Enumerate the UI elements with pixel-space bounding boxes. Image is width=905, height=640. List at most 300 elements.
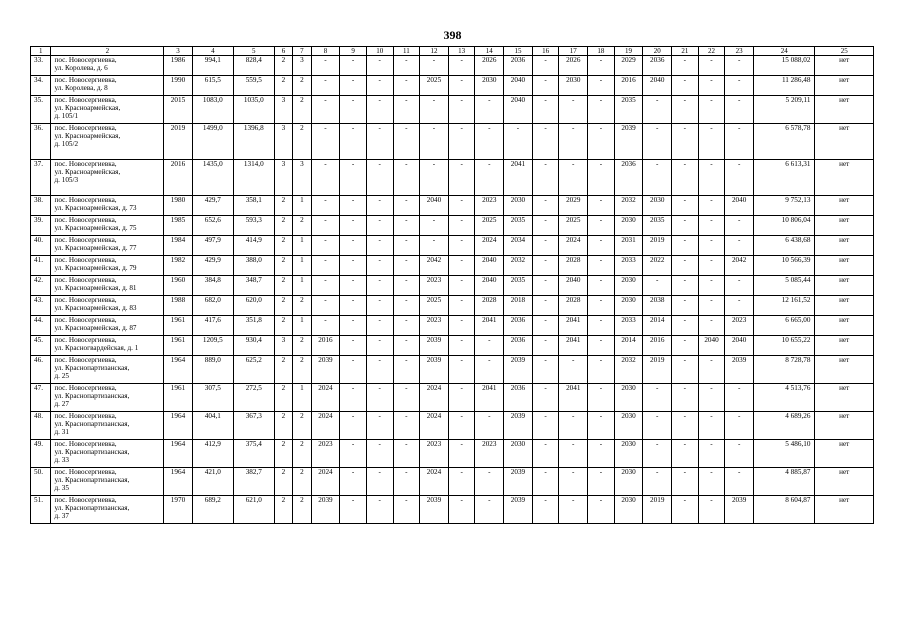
table-cell: 2039 bbox=[614, 124, 643, 160]
table-cell: 1982 bbox=[164, 256, 193, 276]
table-cell: 2030 bbox=[504, 440, 533, 468]
table-cell: - bbox=[393, 236, 420, 256]
table-cell: 367,3 bbox=[233, 412, 274, 440]
table-cell: - bbox=[698, 76, 725, 96]
table-cell: - bbox=[532, 256, 559, 276]
table-cell: 2033 bbox=[614, 256, 643, 276]
table-cell: - bbox=[588, 96, 615, 124]
table-cell: - bbox=[475, 356, 504, 384]
table-cell: 2039 bbox=[420, 356, 449, 384]
table-cell: нет bbox=[815, 96, 874, 124]
table-cell: - bbox=[532, 468, 559, 496]
table-cell: 1 bbox=[293, 276, 311, 296]
table-cell: 2025 bbox=[420, 76, 449, 96]
table-cell: 1 bbox=[293, 316, 311, 336]
table-cell: 9 752,13 bbox=[753, 196, 814, 216]
table-cell: - bbox=[643, 124, 672, 160]
table-cell: 2030 bbox=[475, 76, 504, 96]
table-cell: - bbox=[532, 412, 559, 440]
table-cell: - bbox=[340, 124, 367, 160]
table-cell: 2030 bbox=[614, 440, 643, 468]
table-cell: - bbox=[698, 468, 725, 496]
page-number: 398 bbox=[443, 28, 462, 42]
column-header: 20 bbox=[643, 47, 672, 56]
table-cell: - bbox=[588, 236, 615, 256]
table-cell: 2041 bbox=[504, 160, 533, 196]
table-cell: - bbox=[672, 336, 699, 356]
table-cell: 2030 bbox=[614, 496, 643, 524]
table-cell: - bbox=[366, 216, 393, 236]
table-cell: - bbox=[366, 412, 393, 440]
table-cell: 2024 bbox=[311, 384, 340, 412]
column-header: 8 bbox=[311, 47, 340, 56]
table-cell: 2029 bbox=[614, 56, 643, 76]
table-cell: - bbox=[532, 276, 559, 296]
table-cell: 2029 bbox=[559, 196, 588, 216]
table-cell: 1970 bbox=[164, 496, 193, 524]
table-cell: 2024 bbox=[420, 468, 449, 496]
table-cell: - bbox=[448, 276, 475, 296]
table-cell: 2036 bbox=[614, 160, 643, 196]
table-cell: - bbox=[698, 412, 725, 440]
table-cell: 2030 bbox=[614, 296, 643, 316]
table-cell: - bbox=[448, 384, 475, 412]
table-cell: - bbox=[366, 384, 393, 412]
table-row bbox=[31, 76, 874, 96]
table-cell: 2015 bbox=[164, 96, 193, 124]
table-cell: нет bbox=[815, 316, 874, 336]
table-cell: 889,0 bbox=[192, 356, 233, 384]
table-cell: 2 bbox=[293, 412, 311, 440]
table-cell: - bbox=[672, 296, 699, 316]
column-header: 2 bbox=[51, 47, 164, 56]
table-cell: - bbox=[340, 384, 367, 412]
table-cell: - bbox=[448, 56, 475, 76]
table-cell: - bbox=[311, 96, 340, 124]
table-cell: - bbox=[672, 316, 699, 336]
table-cell: - bbox=[475, 468, 504, 496]
table-cell: 2042 bbox=[420, 256, 449, 276]
table-cell: 1 bbox=[293, 236, 311, 256]
table-cell: - bbox=[340, 316, 367, 336]
table-cell: - bbox=[393, 296, 420, 316]
table-cell: нет bbox=[815, 56, 874, 76]
table-cell: 11 286,48 bbox=[753, 76, 814, 96]
table-cell: 307,5 bbox=[192, 384, 233, 412]
table-cell: 2028 bbox=[559, 256, 588, 276]
table-cell: - bbox=[698, 236, 725, 256]
table-cell: 2016 bbox=[614, 76, 643, 96]
table-cell: 429,7 bbox=[192, 196, 233, 216]
table-cell: 414,9 bbox=[233, 236, 274, 256]
column-header: 12 bbox=[420, 47, 449, 56]
table-row bbox=[31, 496, 874, 524]
table-cell: - bbox=[588, 316, 615, 336]
table-cell: 682,0 bbox=[192, 296, 233, 316]
table-cell: 1499,0 bbox=[192, 124, 233, 160]
table-cell: - bbox=[559, 96, 588, 124]
table-cell: 1314,0 bbox=[233, 160, 274, 196]
table-cell: - bbox=[340, 216, 367, 236]
table-cell: 2041 bbox=[475, 384, 504, 412]
table-cell: - bbox=[366, 124, 393, 160]
table-cell: 2026 bbox=[559, 56, 588, 76]
table-cell: - bbox=[448, 316, 475, 336]
table-cell: 2 bbox=[293, 216, 311, 236]
table-cell: 1964 bbox=[164, 468, 193, 496]
table-cell: - bbox=[532, 76, 559, 96]
table-cell: - bbox=[448, 96, 475, 124]
table-cell: 828,4 bbox=[233, 56, 274, 76]
table-cell: 1961 bbox=[164, 336, 193, 356]
address-cell: пос. Новосергиевка, ул. Красноармейская, д. 75 bbox=[51, 216, 164, 236]
table-cell: 417,6 bbox=[192, 316, 233, 336]
table-cell: - bbox=[366, 336, 393, 356]
table-cell: - bbox=[340, 468, 367, 496]
row-index-cell: 50. bbox=[31, 468, 51, 496]
table-cell: 2030 bbox=[504, 196, 533, 216]
table-cell: 2040 bbox=[698, 336, 725, 356]
address-cell: пос. Новосергиевка, ул. Краснопартизанская, д. 27 bbox=[51, 384, 164, 412]
table-cell: 2 bbox=[274, 412, 292, 440]
table-cell: 2 bbox=[293, 468, 311, 496]
table-cell: - bbox=[698, 160, 725, 196]
table-cell: - bbox=[366, 256, 393, 276]
table-cell: 2025 bbox=[420, 296, 449, 316]
table-cell: - bbox=[366, 496, 393, 524]
table-cell: - bbox=[475, 412, 504, 440]
table-cell: 2040 bbox=[725, 336, 754, 356]
table-cell: - bbox=[393, 440, 420, 468]
table-cell: 6 613,31 bbox=[753, 160, 814, 196]
table-cell: 2040 bbox=[504, 76, 533, 96]
table-cell: - bbox=[393, 336, 420, 356]
table-cell: 2039 bbox=[420, 496, 449, 524]
table-cell: 2039 bbox=[504, 412, 533, 440]
row-index-cell: 44. bbox=[31, 316, 51, 336]
table-cell: - bbox=[643, 468, 672, 496]
table-cell: 2035 bbox=[504, 276, 533, 296]
address-cell: пос. Новосергиевка, ул. Красноармейская, д. 73 bbox=[51, 196, 164, 216]
table-cell: 621,0 bbox=[233, 496, 274, 524]
table-cell: - bbox=[393, 196, 420, 216]
table-cell: нет bbox=[815, 76, 874, 96]
table-cell: 2039 bbox=[504, 356, 533, 384]
table-cell: - bbox=[725, 160, 754, 196]
table-cell: - bbox=[340, 440, 367, 468]
table-cell: - bbox=[532, 356, 559, 384]
column-header: 9 bbox=[340, 47, 367, 56]
address-cell: пос. Новосергиевка, ул. Красноармейская, д. 105/2 bbox=[51, 124, 164, 160]
table-cell: - bbox=[448, 468, 475, 496]
column-header: 4 bbox=[192, 47, 233, 56]
table-cell: 2039 bbox=[504, 468, 533, 496]
table-cell: 1960 bbox=[164, 276, 193, 296]
table-cell: - bbox=[643, 440, 672, 468]
table-cell: - bbox=[475, 124, 504, 160]
table-cell: нет bbox=[815, 216, 874, 236]
column-header: 15 bbox=[504, 47, 533, 56]
table-cell: - bbox=[366, 56, 393, 76]
table-cell: 5 209,11 bbox=[753, 96, 814, 124]
table-cell: - bbox=[448, 336, 475, 356]
table-cell: нет bbox=[815, 468, 874, 496]
table-cell: - bbox=[698, 496, 725, 524]
table-cell: 2 bbox=[293, 356, 311, 384]
table-cell: - bbox=[532, 496, 559, 524]
table-cell: - bbox=[698, 296, 725, 316]
table-cell: - bbox=[504, 124, 533, 160]
address-cell: пос. Новосергиевка, ул. Красноармейская, д. 87 bbox=[51, 316, 164, 336]
table-cell: 2 bbox=[293, 496, 311, 524]
table-cell: 2041 bbox=[559, 316, 588, 336]
table-cell: 358,1 bbox=[233, 196, 274, 216]
table-cell: - bbox=[311, 56, 340, 76]
table-cell: 2040 bbox=[420, 196, 449, 216]
table-cell: 429,9 bbox=[192, 256, 233, 276]
table-cell: 2035 bbox=[643, 216, 672, 236]
table-cell: - bbox=[588, 356, 615, 384]
table-cell: - bbox=[311, 76, 340, 96]
table-cell: 2023 bbox=[311, 440, 340, 468]
table-cell: 6 438,68 bbox=[753, 236, 814, 256]
table-row bbox=[31, 296, 874, 316]
table-cell: 2023 bbox=[475, 440, 504, 468]
table-cell: - bbox=[420, 56, 449, 76]
table-cell: 2 bbox=[274, 276, 292, 296]
table-cell: 2040 bbox=[725, 196, 754, 216]
table-cell: 2 bbox=[274, 216, 292, 236]
row-index-cell: 41. bbox=[31, 256, 51, 276]
table-cell: 10 566,39 bbox=[753, 256, 814, 276]
table-cell: - bbox=[698, 440, 725, 468]
table-row bbox=[31, 336, 874, 356]
table-cell: - bbox=[532, 336, 559, 356]
table-cell: 2 bbox=[274, 468, 292, 496]
table-cell: - bbox=[588, 496, 615, 524]
column-header: 7 bbox=[293, 47, 311, 56]
table-cell: - bbox=[393, 96, 420, 124]
table-cell: нет bbox=[815, 384, 874, 412]
table-cell: 2025 bbox=[559, 216, 588, 236]
table-cell: - bbox=[698, 196, 725, 216]
header-row bbox=[31, 47, 874, 56]
table-cell: - bbox=[725, 96, 754, 124]
table-cell: - bbox=[393, 76, 420, 96]
row-index-cell: 36. bbox=[31, 124, 51, 160]
table-cell: - bbox=[643, 96, 672, 124]
table-cell: - bbox=[393, 496, 420, 524]
table-cell: 2 bbox=[274, 440, 292, 468]
table-cell: 994,1 bbox=[192, 56, 233, 76]
table-cell: 3 bbox=[274, 96, 292, 124]
table-cell: нет bbox=[815, 496, 874, 524]
table-cell: 2030 bbox=[614, 384, 643, 412]
row-index-cell: 43. bbox=[31, 296, 51, 316]
table-cell: 2030 bbox=[614, 412, 643, 440]
table-cell: - bbox=[672, 440, 699, 468]
table-cell: 2 bbox=[293, 296, 311, 316]
table-cell: - bbox=[725, 216, 754, 236]
table-cell: - bbox=[448, 124, 475, 160]
table-cell: - bbox=[698, 216, 725, 236]
table-cell: - bbox=[448, 356, 475, 384]
table-cell: - bbox=[643, 412, 672, 440]
table-cell: - bbox=[725, 384, 754, 412]
table-cell: 2 bbox=[274, 56, 292, 76]
table-cell: - bbox=[448, 412, 475, 440]
address-cell: пос. Новосергиевка, ул. Красноармейская, д. 105/1 bbox=[51, 96, 164, 124]
table-cell: - bbox=[448, 296, 475, 316]
table-cell: - bbox=[366, 316, 393, 336]
table-row bbox=[31, 216, 874, 236]
table-cell: - bbox=[340, 336, 367, 356]
column-header: 14 bbox=[475, 47, 504, 56]
address-cell: пос. Новосергиевка, ул. Краснопартизанская, д. 37 bbox=[51, 496, 164, 524]
table-cell: 2019 bbox=[643, 496, 672, 524]
table-cell: 6 578,78 bbox=[753, 124, 814, 160]
row-index-cell: 49. bbox=[31, 440, 51, 468]
table-cell: - bbox=[532, 96, 559, 124]
table-cell: - bbox=[588, 160, 615, 196]
table-cell: - bbox=[588, 296, 615, 316]
table-cell: 3 bbox=[274, 336, 292, 356]
table-cell: 1985 bbox=[164, 216, 193, 236]
table-cell: - bbox=[725, 56, 754, 76]
table-cell: 2 bbox=[293, 124, 311, 160]
column-header: 10 bbox=[366, 47, 393, 56]
table-cell: - bbox=[698, 316, 725, 336]
table-row bbox=[31, 468, 874, 496]
table-cell: - bbox=[725, 440, 754, 468]
column-header: 19 bbox=[614, 47, 643, 56]
table-cell: 2030 bbox=[614, 216, 643, 236]
table-cell: - bbox=[475, 96, 504, 124]
table-cell: 1 bbox=[293, 256, 311, 276]
row-index-cell: 33. bbox=[31, 56, 51, 76]
table-cell: 1984 bbox=[164, 236, 193, 256]
column-header: 16 bbox=[532, 47, 559, 56]
table-cell: 2039 bbox=[311, 356, 340, 384]
address-cell: пос. Новосергиевка, ул. Красноармейская, д. 77 bbox=[51, 236, 164, 256]
row-index-cell: 35. bbox=[31, 96, 51, 124]
table-cell: 2014 bbox=[643, 316, 672, 336]
table-cell: 2039 bbox=[725, 496, 754, 524]
table-cell: 5 085,44 bbox=[753, 276, 814, 296]
address-cell: пос. Новосергиевка, ул. Краснопартизанская, д. 31 bbox=[51, 412, 164, 440]
table-cell: 2 bbox=[293, 440, 311, 468]
table-cell: 1986 bbox=[164, 56, 193, 76]
table-cell: 1980 bbox=[164, 196, 193, 216]
address-cell: пос. Новосергиевка, ул. Красноармейская, д. 105/3 bbox=[51, 160, 164, 196]
table-cell: - bbox=[588, 256, 615, 276]
table-cell: 2039 bbox=[420, 336, 449, 356]
table-cell: 2024 bbox=[311, 412, 340, 440]
table-cell: 382,7 bbox=[233, 468, 274, 496]
table-cell: 2035 bbox=[504, 216, 533, 236]
table-cell: - bbox=[588, 412, 615, 440]
table-cell: 2036 bbox=[504, 56, 533, 76]
table-cell: 2 bbox=[274, 196, 292, 216]
table-cell: 375,4 bbox=[233, 440, 274, 468]
table-cell: - bbox=[588, 440, 615, 468]
column-header: 17 bbox=[559, 47, 588, 56]
table-cell: - bbox=[448, 196, 475, 216]
table-cell: 2030 bbox=[614, 468, 643, 496]
table-cell: 497,9 bbox=[192, 236, 233, 256]
table-cell: - bbox=[672, 76, 699, 96]
row-index-cell: 51. bbox=[31, 496, 51, 524]
table-cell: - bbox=[672, 96, 699, 124]
table-cell: 1964 bbox=[164, 440, 193, 468]
table-cell: - bbox=[393, 216, 420, 236]
table-cell: - bbox=[340, 160, 367, 196]
table-cell: - bbox=[393, 412, 420, 440]
table-cell: 2028 bbox=[475, 296, 504, 316]
table-cell: - bbox=[340, 256, 367, 276]
column-header: 18 bbox=[588, 47, 615, 56]
table-cell: - bbox=[532, 440, 559, 468]
table-cell: - bbox=[311, 160, 340, 196]
table-cell: 2040 bbox=[504, 96, 533, 124]
table-cell: - bbox=[559, 496, 588, 524]
table-cell: - bbox=[559, 440, 588, 468]
table-cell: 1961 bbox=[164, 316, 193, 336]
table-cell: - bbox=[559, 468, 588, 496]
row-index-cell: 39. bbox=[31, 216, 51, 236]
table-cell: 1435,0 bbox=[192, 160, 233, 196]
table-cell: - bbox=[698, 256, 725, 276]
table-cell: 6 665,00 bbox=[753, 316, 814, 336]
table-row bbox=[31, 440, 874, 468]
table-cell: - bbox=[366, 356, 393, 384]
table-cell: - bbox=[588, 276, 615, 296]
table-cell: нет bbox=[815, 440, 874, 468]
table-cell: - bbox=[311, 236, 340, 256]
table-cell: 2025 bbox=[475, 216, 504, 236]
table-cell: 2023 bbox=[420, 316, 449, 336]
table-cell: 2023 bbox=[475, 196, 504, 216]
table-cell: - bbox=[559, 160, 588, 196]
table-cell: 2030 bbox=[559, 76, 588, 96]
table-cell: - bbox=[725, 76, 754, 96]
table-cell: 2040 bbox=[559, 276, 588, 296]
row-index-cell: 47. bbox=[31, 384, 51, 412]
table-cell: - bbox=[340, 196, 367, 216]
column-header: 22 bbox=[698, 47, 725, 56]
table-cell: - bbox=[725, 468, 754, 496]
table-cell: - bbox=[559, 356, 588, 384]
column-header: 23 bbox=[725, 47, 754, 56]
table-cell: 615,5 bbox=[192, 76, 233, 96]
column-header: 13 bbox=[448, 47, 475, 56]
table-cell: - bbox=[393, 160, 420, 196]
table-cell: 2019 bbox=[643, 356, 672, 384]
table-cell: 384,8 bbox=[192, 276, 233, 296]
table-cell: 2 bbox=[274, 496, 292, 524]
table-cell: - bbox=[448, 256, 475, 276]
table-cell: - bbox=[448, 76, 475, 96]
table-cell: - bbox=[672, 276, 699, 296]
table-cell: - bbox=[672, 412, 699, 440]
address-cell: пос. Новосергиевка, ул. Королева, д. 6 bbox=[51, 56, 164, 76]
table-cell: - bbox=[698, 56, 725, 76]
table-cell: - bbox=[420, 96, 449, 124]
table-cell: - bbox=[393, 124, 420, 160]
table-cell: - bbox=[366, 160, 393, 196]
table-cell: 2024 bbox=[420, 412, 449, 440]
table-cell: 5 486,10 bbox=[753, 440, 814, 468]
